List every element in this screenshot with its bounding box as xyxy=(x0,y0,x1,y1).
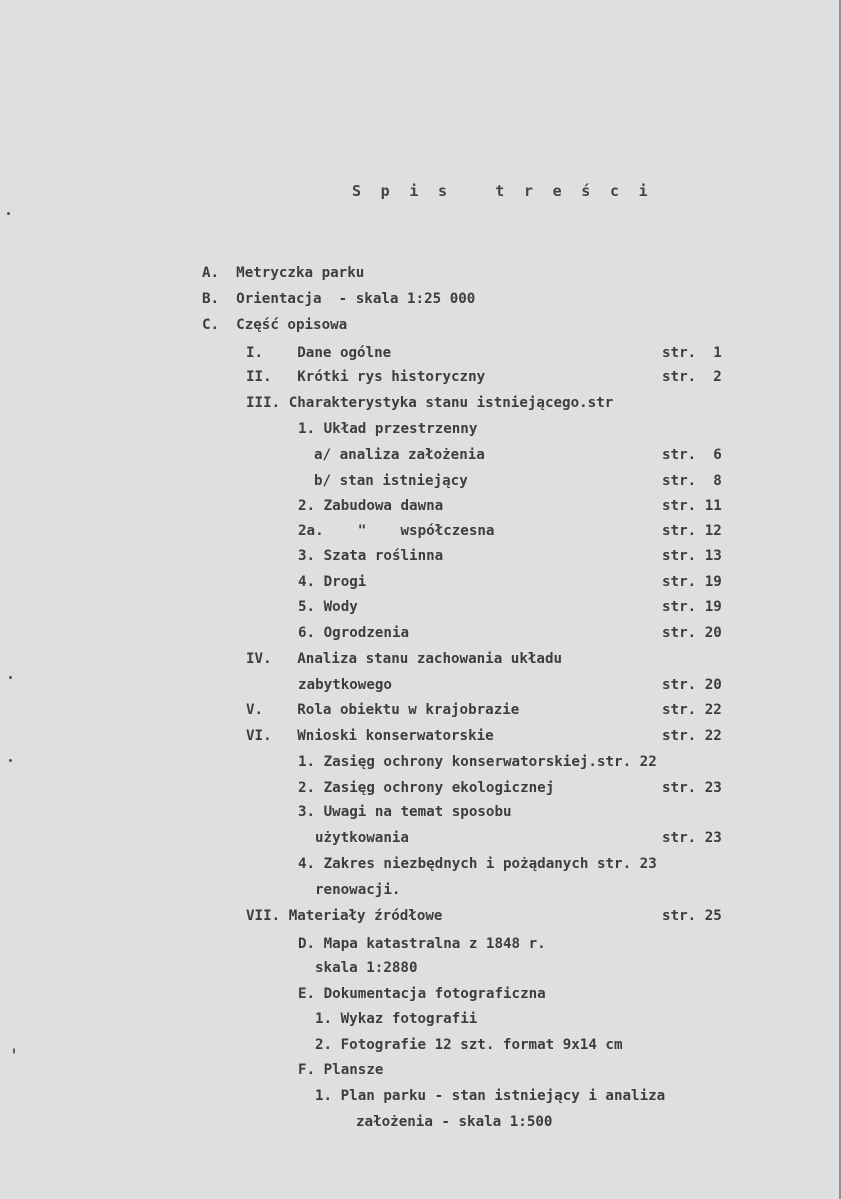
toc-entry-text: B. Orientacja - skala 1:25 000 xyxy=(202,291,476,307)
toc-entry-page: str. 8 xyxy=(662,473,722,489)
margin-speck xyxy=(9,759,12,762)
toc-entry-page: str. 2 xyxy=(662,369,722,385)
toc-entry-page: str. 1 xyxy=(662,345,722,361)
toc-entry-page: str. 20 xyxy=(662,677,722,693)
toc-entry-page: str. 23 xyxy=(662,830,722,846)
margin-speck xyxy=(7,212,10,215)
toc-entry-text: a/ analiza założenia xyxy=(314,447,485,463)
toc-entry-text: 1. Plan parku - stan istniejący i analiza xyxy=(315,1088,666,1104)
toc-entry-text: 2. Zasięg ochrony ekologicznej xyxy=(298,780,555,796)
toc-entry-text: II. Krótki rys historyczny xyxy=(246,369,486,385)
toc-entry-text: I. Dane ogólne xyxy=(246,345,392,361)
margin-speck xyxy=(9,676,12,679)
toc-entry-text: 2a. " współczesna xyxy=(298,523,495,539)
toc-entry-page: str. 23 xyxy=(662,780,722,796)
toc-entry-text: VII. Materiały źródłowe xyxy=(246,908,443,924)
toc-entry-text: III. Charakterystyka stanu istniejącego.str xyxy=(246,395,614,411)
toc-entry-text: E. Dokumentacja fotograficzna xyxy=(298,986,546,1002)
toc-entry-text: 1. Wykaz fotografii xyxy=(315,1011,478,1027)
toc-entry-text: VI. Wnioski konserwatorskie xyxy=(246,728,494,744)
toc-entry-text: IV. Analiza stanu zachowania układu xyxy=(246,651,563,667)
toc-entry-text: F. Plansze xyxy=(298,1062,384,1078)
toc-entry-text: użytkowania xyxy=(315,830,409,846)
page-title: S p i s t r e ś c i xyxy=(352,182,653,200)
toc-entry-page: str. 25 xyxy=(662,908,722,924)
toc-entry-page: str. 12 xyxy=(662,523,722,539)
toc-entry-text: 6. Ogrodzenia xyxy=(298,625,410,641)
toc-entry-text: renowacji. xyxy=(315,882,401,898)
toc-entry-text: założenia - skala 1:500 xyxy=(356,1114,553,1130)
toc-entry-text: 3. Uwagi na temat sposobu xyxy=(298,804,512,820)
toc-entry-text: 5. Wody xyxy=(298,599,358,615)
toc-entry-page: str. 6 xyxy=(662,447,722,463)
toc-entry-text: 1. Zasięg ochrony konserwatorskiej.str. 22 xyxy=(298,754,657,770)
toc-entry-text: 4. Zakres niezbędnych i pożądanych str. 23 xyxy=(298,856,657,872)
toc-entry-text: 1. Układ przestrzenny xyxy=(298,421,478,437)
toc-entry-text: 2. Fotografie 12 szt. format 9x14 cm xyxy=(315,1037,623,1053)
toc-entry-page: str. 20 xyxy=(662,625,722,641)
toc-entry-page: str. 19 xyxy=(662,574,722,590)
toc-entry-text: zabytkowego xyxy=(298,677,392,693)
toc-entry-page: str. 22 xyxy=(662,702,722,718)
toc-entry-text: D. Mapa katastralna z 1848 r. xyxy=(298,936,546,952)
toc-entry-text: 3. Szata roślinna xyxy=(298,548,444,564)
toc-entry-page: str. 19 xyxy=(662,599,722,615)
margin-speck xyxy=(13,1048,15,1054)
toc-entry-text: V. Rola obiektu w krajobrazie xyxy=(246,702,520,718)
toc-entry-text: 4. Drogi xyxy=(298,574,367,590)
toc-entry-page: str. 22 xyxy=(662,728,722,744)
toc-entry-page: str. 11 xyxy=(662,498,722,514)
toc-entry-text: skala 1:2880 xyxy=(315,960,418,976)
toc-entry-page: str. 13 xyxy=(662,548,722,564)
toc-entry-text: b/ stan istniejący xyxy=(314,473,468,489)
toc-entry-text: 2. Zabudowa dawna xyxy=(298,498,444,514)
toc-entry-text: A. Metryczka parku xyxy=(202,265,365,281)
toc-entry-text: C. Część opisowa xyxy=(202,317,348,333)
